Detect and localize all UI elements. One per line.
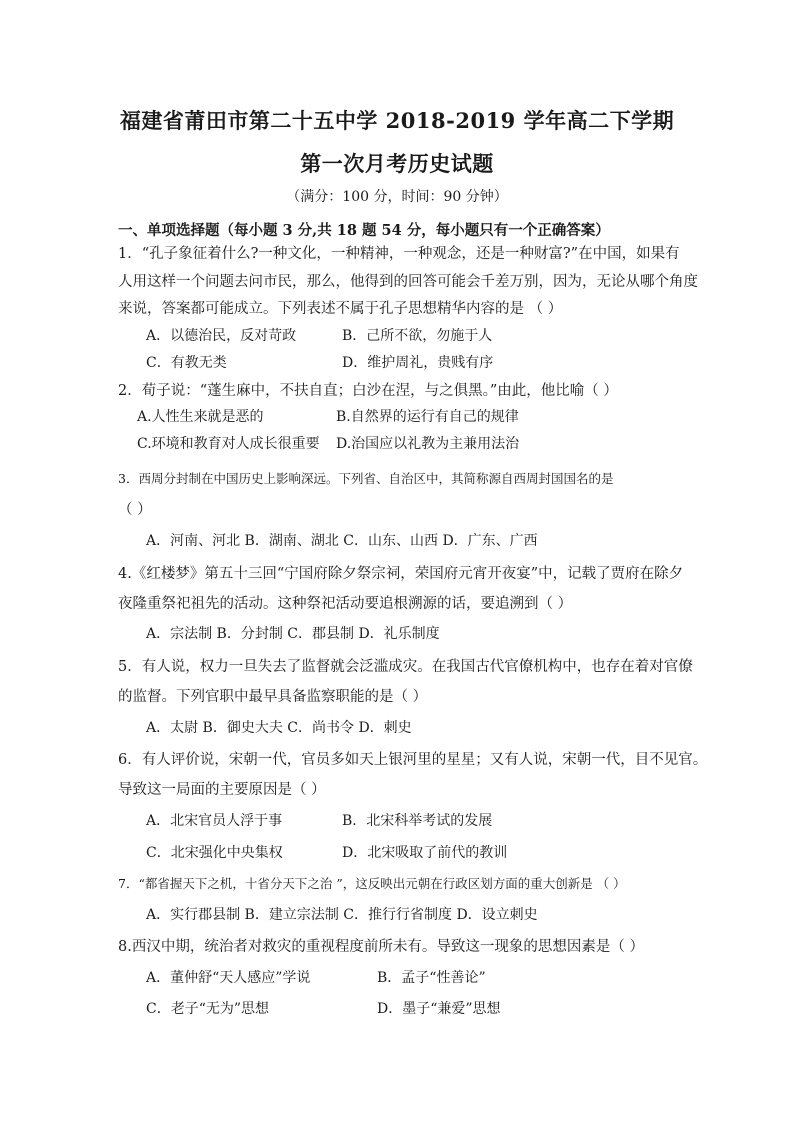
option-d: D．维护周礼，贵贱有序 [342, 355, 494, 371]
question-text: 7．“都省握天下之机，十省分天下之治 ”，这反映出元朝在行政区划方面的重大创新是 （ ） [118, 876, 626, 891]
question-text: 夜隆重祭祀祖先的活动。这种祭祀活动要追根溯源的话，要追溯到（ ） [118, 596, 573, 612]
option-c: C．北宋强化中央集权 [146, 845, 283, 861]
option-d: D.治国应以礼教为主兼用法治 [336, 436, 520, 452]
option-b: B．己所不欲，勿施于人 [342, 328, 493, 344]
question-text: 2．荀子说：“蓬生麻中，不扶自直；白沙在涅，与之俱黑。”由此，他比喻（ ） [118, 383, 618, 399]
section-heading: 一、单项选择题（每小题 3 分,共 18 题 54 分，每小题只有一个正确答案） [118, 222, 610, 239]
question-text: 人用这样一个问题去问市民，那么，他得到的回答可能会千差万别，因为，无论从哪个角度 [118, 274, 698, 290]
option-c: C．老子“无为”思想 [146, 1001, 270, 1017]
question-text: 3．西周分封制在中国历史上影响深远。下列省、自治区中，其简称源自西周封国国名的是 [118, 471, 614, 486]
option-a: A．北宋官员人浮于事 [146, 813, 283, 829]
option-a: A.人性生来就是恶的 [137, 409, 264, 425]
question-text: 导致这一局面的主要原因是（ ） [118, 782, 326, 798]
question-text: 1．“孔子象征着什么?一种文化，一种精神，一种观念，还是一种财富?”在中国，如果有 [118, 246, 680, 262]
option-row: A．太尉 B．御史大夫 C．尚书令 D．刺史 [146, 720, 412, 736]
option-b: B．北宋科举考试的发展 [342, 813, 493, 829]
question-text: 4.《红楼梦》第五十三回“宁国府除夕祭宗祠，荣国府元宵开夜宴”中，记载了贾府在除夕 [118, 566, 684, 582]
question-text: 的监督。下列官职中最早具备监察职能的是（ ） [118, 689, 428, 705]
option-row: A．宗法制 B．分封制 C．郡县制 D．礼乐制度 [146, 626, 440, 642]
option-b: B．孟子“性善论” [377, 970, 486, 986]
option-a: A．董仲舒“天人感应”学说 [146, 970, 311, 986]
option-a: A．以德治民，反对苛政 [146, 328, 297, 344]
option-row: A．实行郡县制 B．建立宗法制 C．推行行省制度 D．设立刺史 [146, 907, 538, 923]
option-c: C.环境和教育对人成长很重要 [137, 436, 320, 452]
score-info: （满分：100 分，时间：90 分钟） [286, 189, 508, 205]
option-b: B.自然界的运行有自己的规律 [336, 409, 519, 425]
question-text: 5．有人说，权力一旦失去了监督就会泛滥成灾。在我国古代官僚机构中，也存在着对官僚 [118, 659, 693, 675]
option-d: D．北宋吸取了前代的教训 [342, 845, 508, 861]
option-d: D．墨子“兼爱”思想 [377, 1001, 501, 1017]
question-text: 来说，答案都可能成立。下列表述不属于孔子思想精华内容的是 （ ） [118, 301, 563, 317]
exam-title: 福建省莆田市第二十五中学 2018-2019 学年高二下学期 [119, 108, 675, 133]
exam-subtitle: 第一次月考历史试题 [300, 151, 494, 176]
option-row: A．河南、河北 B．湖南、湖北 C．山东、山西 D．广东、广西 [146, 533, 538, 549]
question-text: 8.西汉中期，统治者对救灾的重视程度前所未有。导致这一现象的思想因素是（ ） [118, 939, 644, 955]
option-c: C．有教无类 [146, 355, 227, 371]
question-text: 6．有人评价说，宋朝一代，官员多如天上银河里的星星；又有人说，宋朝一代，目不见官。 [118, 752, 708, 768]
question-text: （ ） [118, 502, 152, 518]
